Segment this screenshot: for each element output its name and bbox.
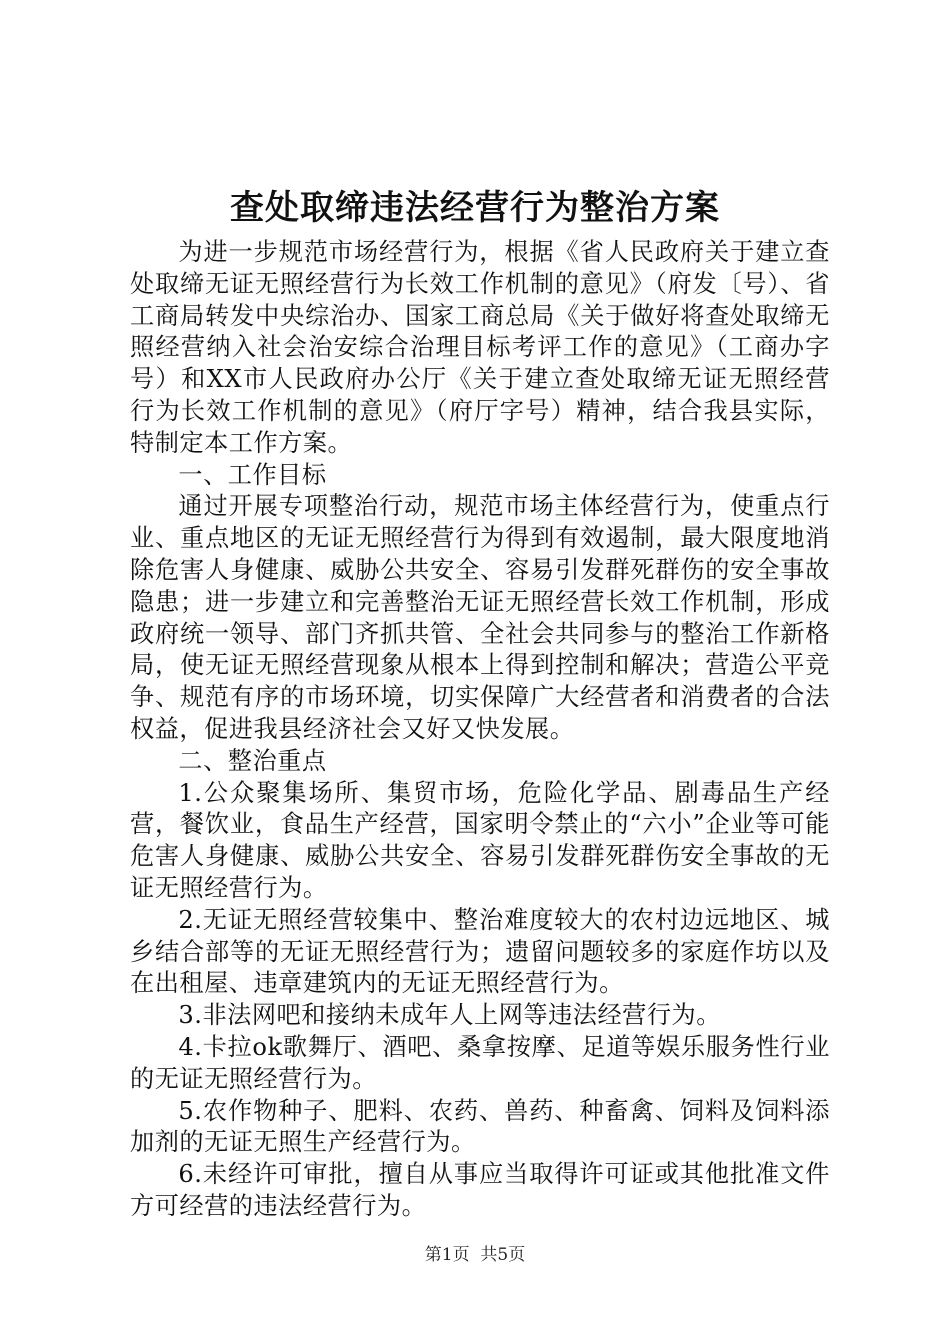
document-body xyxy=(130,237,830,1223)
page-number-label: 第1页 共5页 xyxy=(424,1245,526,1265)
focus-item-5: 5.农作物种子、肥料、农药、兽药、种畜禽、饲料及饲料添加剂的无证无照生产经营行为。 xyxy=(130,1096,830,1157)
goals-paragraph: 通过开展专项整治行动，规范市场主体经营行为，使重点行业、重点地区的无证无照经营行为得到有效遏制，最大限度地消除危害人身健康、威胁公共安全、容易引发群死群伤的安全事故隐患；进一步建立和完善整治无证无照经营长效工作机制，形成政府统一领导、部门齐抓共管、全社会共同参与的整治工作新格局，使无证无照经营现象从根本上得到控制和解决；营造公平竞争、规范有序的市场环境，切实保障广大经营者和消费者的合法权益，促进我县经济社会又好又快发展。 xyxy=(130,492,830,743)
focus-item-2: 2.无证无照经营较集中、整治难度较大的农村边远地区、城乡结合部等的无证无照经营行为；遗留问题较多的家庭作坊以及在出租屋、违章建筑内的无证无照经营行为。 xyxy=(130,905,830,998)
focus-item-3: 3.非法网吧和接纳未成年人上网等违法经营行为。 xyxy=(178,1001,721,1030)
focus-item-4: 4.卡拉ok歌舞厅、酒吧、桑拿按摩、足道等娱乐服务性行业的无证无照经营行为。 xyxy=(130,1032,830,1093)
focus-item-1: 1.公众聚集场所、集贸市场，危险化学品、剧毒品生产经营，餐饮业，食品生产经营，国家明令禁止的“六小”企业等可能危害人身健康、威胁公共安全、容易引发群死群伤安全事故的无证无照经营行为。 xyxy=(130,778,830,902)
document-title: 查处取缔违法经营行为整治方案 xyxy=(230,188,720,228)
focus-item-6: 6.未经许可审批，擅自从事应当取得许可证或其他批准文件方可经营的违法经营行为。 xyxy=(130,1160,830,1220)
page-footer xyxy=(0,1243,950,1267)
section-heading-focus: 二、整治重点 xyxy=(178,746,327,775)
section-heading-goals: 一、工作目标 xyxy=(178,460,327,489)
intro-paragraph: 为进一步规范市场经营行为，根据《省人民政府关于建立查处取缔无证无照经营行为长效工作机制的意见》（府发〔号）、省工商局转发中央综治办、国家工商总局《关于做好将查处取缔无照经营纳入社会治安综合治理目标考评工作的意见》（工商办字号）和XX市人民政府办公厅《关于建立查处取缔无证无照经营行为长效工作机制的意见》（府厅字号）精神，结合我县实际，特制定本工作方案。 xyxy=(130,238,830,457)
